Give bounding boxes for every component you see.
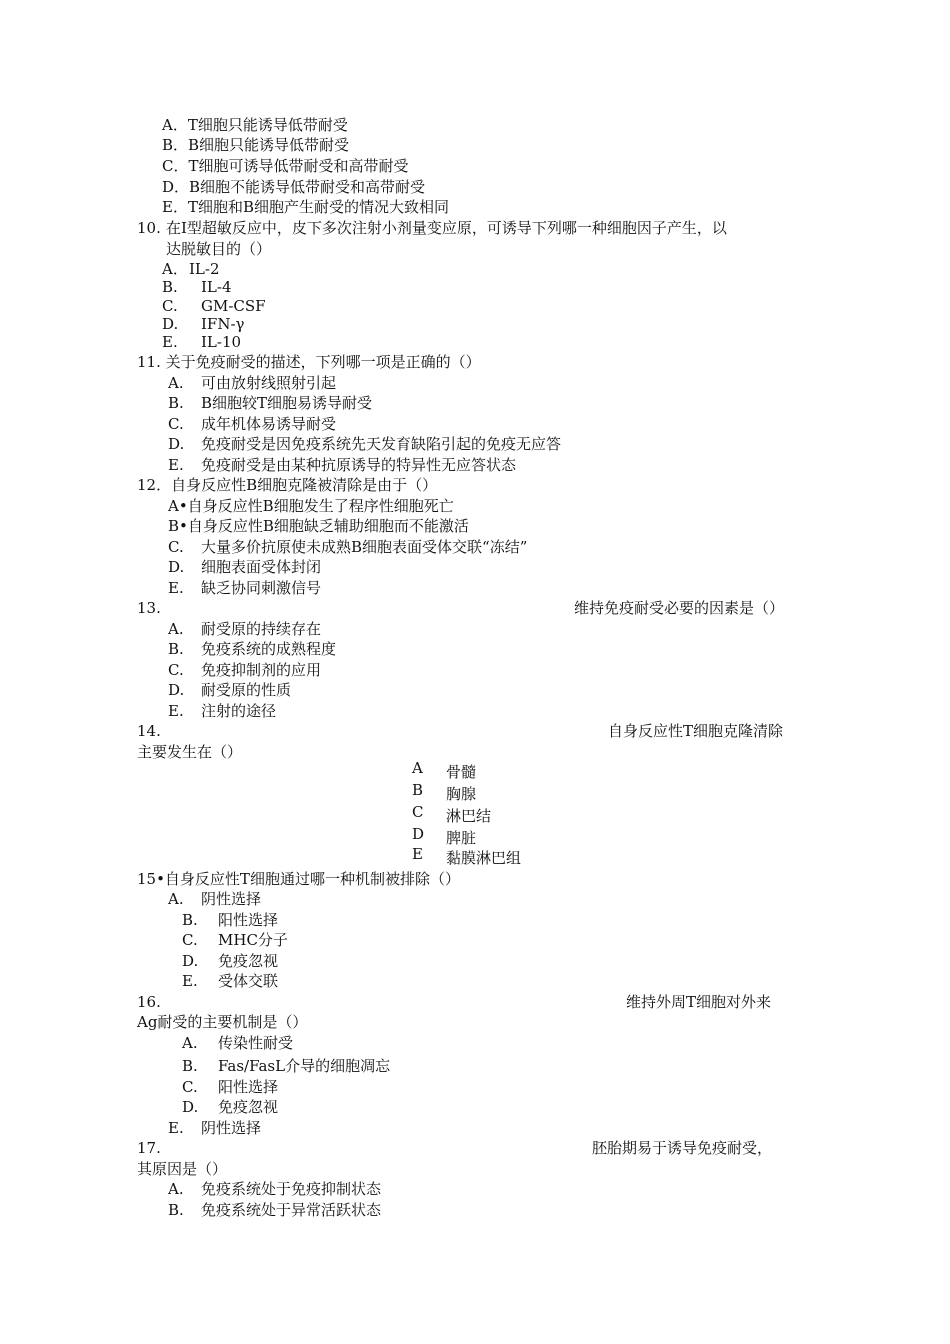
q13-number: 13.	[137, 599, 161, 617]
document-page: A．T细胞只能诱导低带耐受 B．B细胞只能诱导低带耐受 C．T细胞可诱导低带耐受和高带耐受 D．B细胞不能诱导低带耐受和高带耐受 E．T细胞和B细胞产生耐受的情况大致相同 10. 在I型超敏反应中，皮下多次注射小剂量变应原，可诱导下列哪一种细胞因子产生，以 达脱敏目的（） A． IL-2 B. IL-4 C. GM-CSF D. IFN-γ E. IL-10 11. 关于免疫耐受的描述，下列哪一项是正确的（） A. 可由放射线照射引起 B. B细胞较T细胞易诱导耐受 C. 成年机体易诱导耐受 D. 免疫耐受是因免疫系统先天发育缺陷引起的免疫无应答 E. 免疫耐受是由某种抗原诱导的特异性无应答状态 12．自身反应性B细胞克隆被清除是由于（） A•自身反应性B细胞发生了程序性细胞死亡 B•自身反应性B细胞缺乏辅助细胞而不能激活 C. 大量多价抗原使未成熟B细胞表面受体交联“冻结” D. 细胞表面受体封闭 E. 缺乏协同刺激信号 13. 维持免疫耐受必要的因素是（） A. 耐受原的持续存在 B. 免疫系统的成熟程度 C. 免疫抑制剂的应用 D. 耐受原的性质 E. 注射的途径 14. 自身反应性T细胞克隆清除 主要发生在（） A 骨髓 B 胸腺 C 淋巴结 D 脾脏 E 黏膜淋巴组 15•自身反应性T细胞通过哪一种机制被排除（） A. 阴性选择 B. 阳性选择 C. MHC分子 D. 免疫忽视 E. 受体交联 16. 维持外周T细胞对外来 Ag耐受的主要机制是（） A. 传染性耐受 B. Fas/FasL介导的细胞凋忘 C. 阳性选择 D. 免疫忽视 E. 阴性选择 17. 胚胎期易于诱导免疫耐受， 其原因是（） A. 免疫系统处于免疫抑制状态 B. 免疫系统处于异常活跃状态	[137, 116, 785, 1219]
q10-number: 10.	[137, 219, 161, 237]
q16-number: 16.	[137, 993, 161, 1011]
q17-number: 17.	[137, 1139, 161, 1157]
q14-number: 14.	[137, 722, 161, 740]
